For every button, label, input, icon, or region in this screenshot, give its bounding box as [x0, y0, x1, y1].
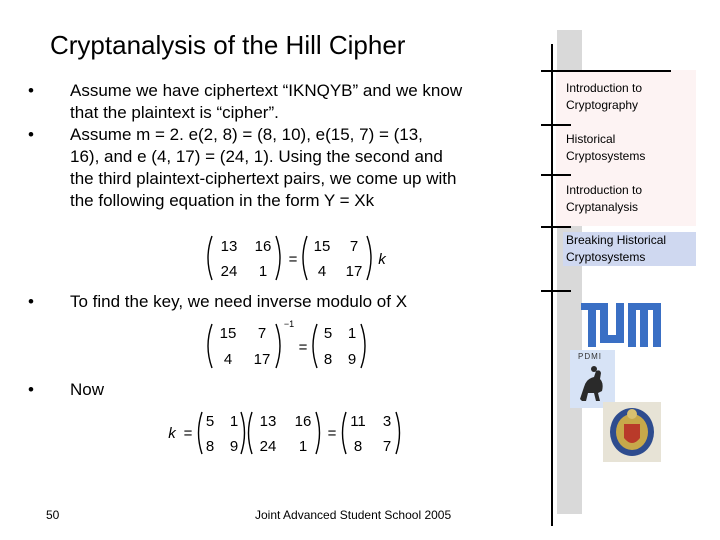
- matrix-cell: 1: [229, 413, 239, 430]
- nav-item-label: Cryptosystems: [566, 149, 646, 163]
- equals-sign: =: [327, 425, 337, 442]
- bullet-line: the following equation in the form Y = Xk: [70, 191, 375, 210]
- matrix-cell: 13: [259, 413, 277, 430]
- matrix-cell: 4: [317, 263, 327, 280]
- matrix-cell: 17: [345, 263, 363, 280]
- nav-item-label: Introduction to: [566, 183, 643, 197]
- matrix-cell: 24: [220, 263, 238, 280]
- bullet-now-text: Now: [70, 380, 105, 399]
- equals-sign: =: [183, 425, 193, 442]
- bullet-assume-m: [28, 124, 540, 212]
- horse-rider-emblem: [574, 363, 610, 405]
- inverse-exponent: −1: [283, 319, 295, 329]
- nav-item-breaking-historical[interactable]: [563, 232, 696, 266]
- nav-tick: [541, 174, 571, 176]
- matrix-cell: 7: [349, 238, 359, 255]
- matrix-cell: 13: [220, 238, 238, 255]
- matrix-cell: 4: [223, 351, 233, 368]
- bullet-inverse: [28, 292, 407, 312]
- equation-inverse: [200, 318, 370, 372]
- matrix-cell: 16: [294, 413, 312, 430]
- nav-item-label: Cryptosystems: [566, 250, 646, 264]
- bullet-symbol: •: [28, 125, 34, 144]
- bullet-now: [28, 380, 104, 400]
- matrix-cell: 8: [353, 438, 363, 455]
- bullet-symbol: •: [28, 292, 34, 311]
- nav-tick: [541, 70, 671, 72]
- matrix-cell: 8: [205, 438, 215, 455]
- matrix-cell: 24: [259, 438, 277, 455]
- equals-sign: =: [288, 251, 298, 268]
- slide-title: Cryptanalysis of the Hill Cipher: [50, 30, 406, 60]
- bullet-symbol: •: [28, 81, 34, 100]
- matrix-cell: 15: [313, 238, 331, 255]
- bullet-line: Assume m = 2. e(2, 8) = (8, 10), e(15, 7) = (13,: [70, 125, 423, 144]
- footer-text: Joint Advanced Student School 2005: [255, 508, 452, 522]
- bullet-inverse-text: To find the key, we need inverse modulo of X: [70, 292, 408, 311]
- matrix-cell: 15: [219, 325, 237, 342]
- nav-item-label: Breaking Historical: [566, 233, 667, 247]
- matrix-cell: 1: [258, 263, 268, 280]
- matrix-cell: 11: [350, 413, 366, 430]
- matrix-cell: 9: [347, 351, 357, 368]
- matrix-cell: 8: [323, 351, 333, 368]
- bullet-symbol: •: [28, 380, 34, 399]
- nav-item-intro-cryptanalysis[interactable]: [566, 182, 698, 216]
- nav-item-label: Cryptanalysis: [566, 200, 639, 214]
- bullet-ciphertext: [28, 80, 540, 124]
- matrix-cell: 5: [323, 325, 333, 342]
- nav-tick: [541, 290, 571, 292]
- nav-divider-line: [551, 44, 553, 526]
- matrix-cell: 1: [298, 438, 308, 455]
- nav-tick: [541, 124, 571, 126]
- equation-key-result: [160, 406, 410, 460]
- matrix-cell: 16: [254, 238, 272, 255]
- key-variable: k: [378, 251, 386, 268]
- nav-item-label: Historical: [566, 132, 616, 146]
- matrix-cell: 7: [382, 438, 392, 455]
- bullet-list: [28, 80, 540, 212]
- tum-logo: [581, 303, 661, 347]
- bullet-line: the third plaintext-ciphertext pairs, we come up with: [70, 169, 457, 188]
- matrix-cell: 7: [257, 325, 267, 342]
- nav-tick: [541, 226, 571, 228]
- nav-item-label: Cryptography: [566, 98, 639, 112]
- nav-item-historical-cryptosystems[interactable]: [566, 131, 698, 165]
- page-number: 50: [46, 508, 60, 522]
- matrix-cell: 9: [229, 438, 239, 455]
- matrix-cell: 5: [205, 413, 215, 430]
- nav-item-intro-cryptography[interactable]: [566, 80, 698, 114]
- bullet-line: 16), and e (4, 17) = (24, 1). Using the second and: [70, 147, 443, 166]
- matrix-cell: 17: [253, 351, 271, 368]
- nav-item-label: Introduction to: [566, 81, 643, 95]
- matrix-cell: 3: [382, 413, 392, 430]
- bullet-line: Assume we have ciphertext “IKNQYB” and we know: [70, 81, 463, 100]
- equation-y-equals-xk: [200, 232, 400, 284]
- key-variable: k: [168, 425, 176, 442]
- matrix-cell: 1: [347, 325, 357, 342]
- crest-emblem: [605, 404, 659, 460]
- equals-sign: =: [298, 339, 308, 356]
- bullet-line: that the plaintext is “cipher”.: [70, 103, 279, 122]
- pdmi-logo-label: PDMI: [578, 352, 602, 361]
